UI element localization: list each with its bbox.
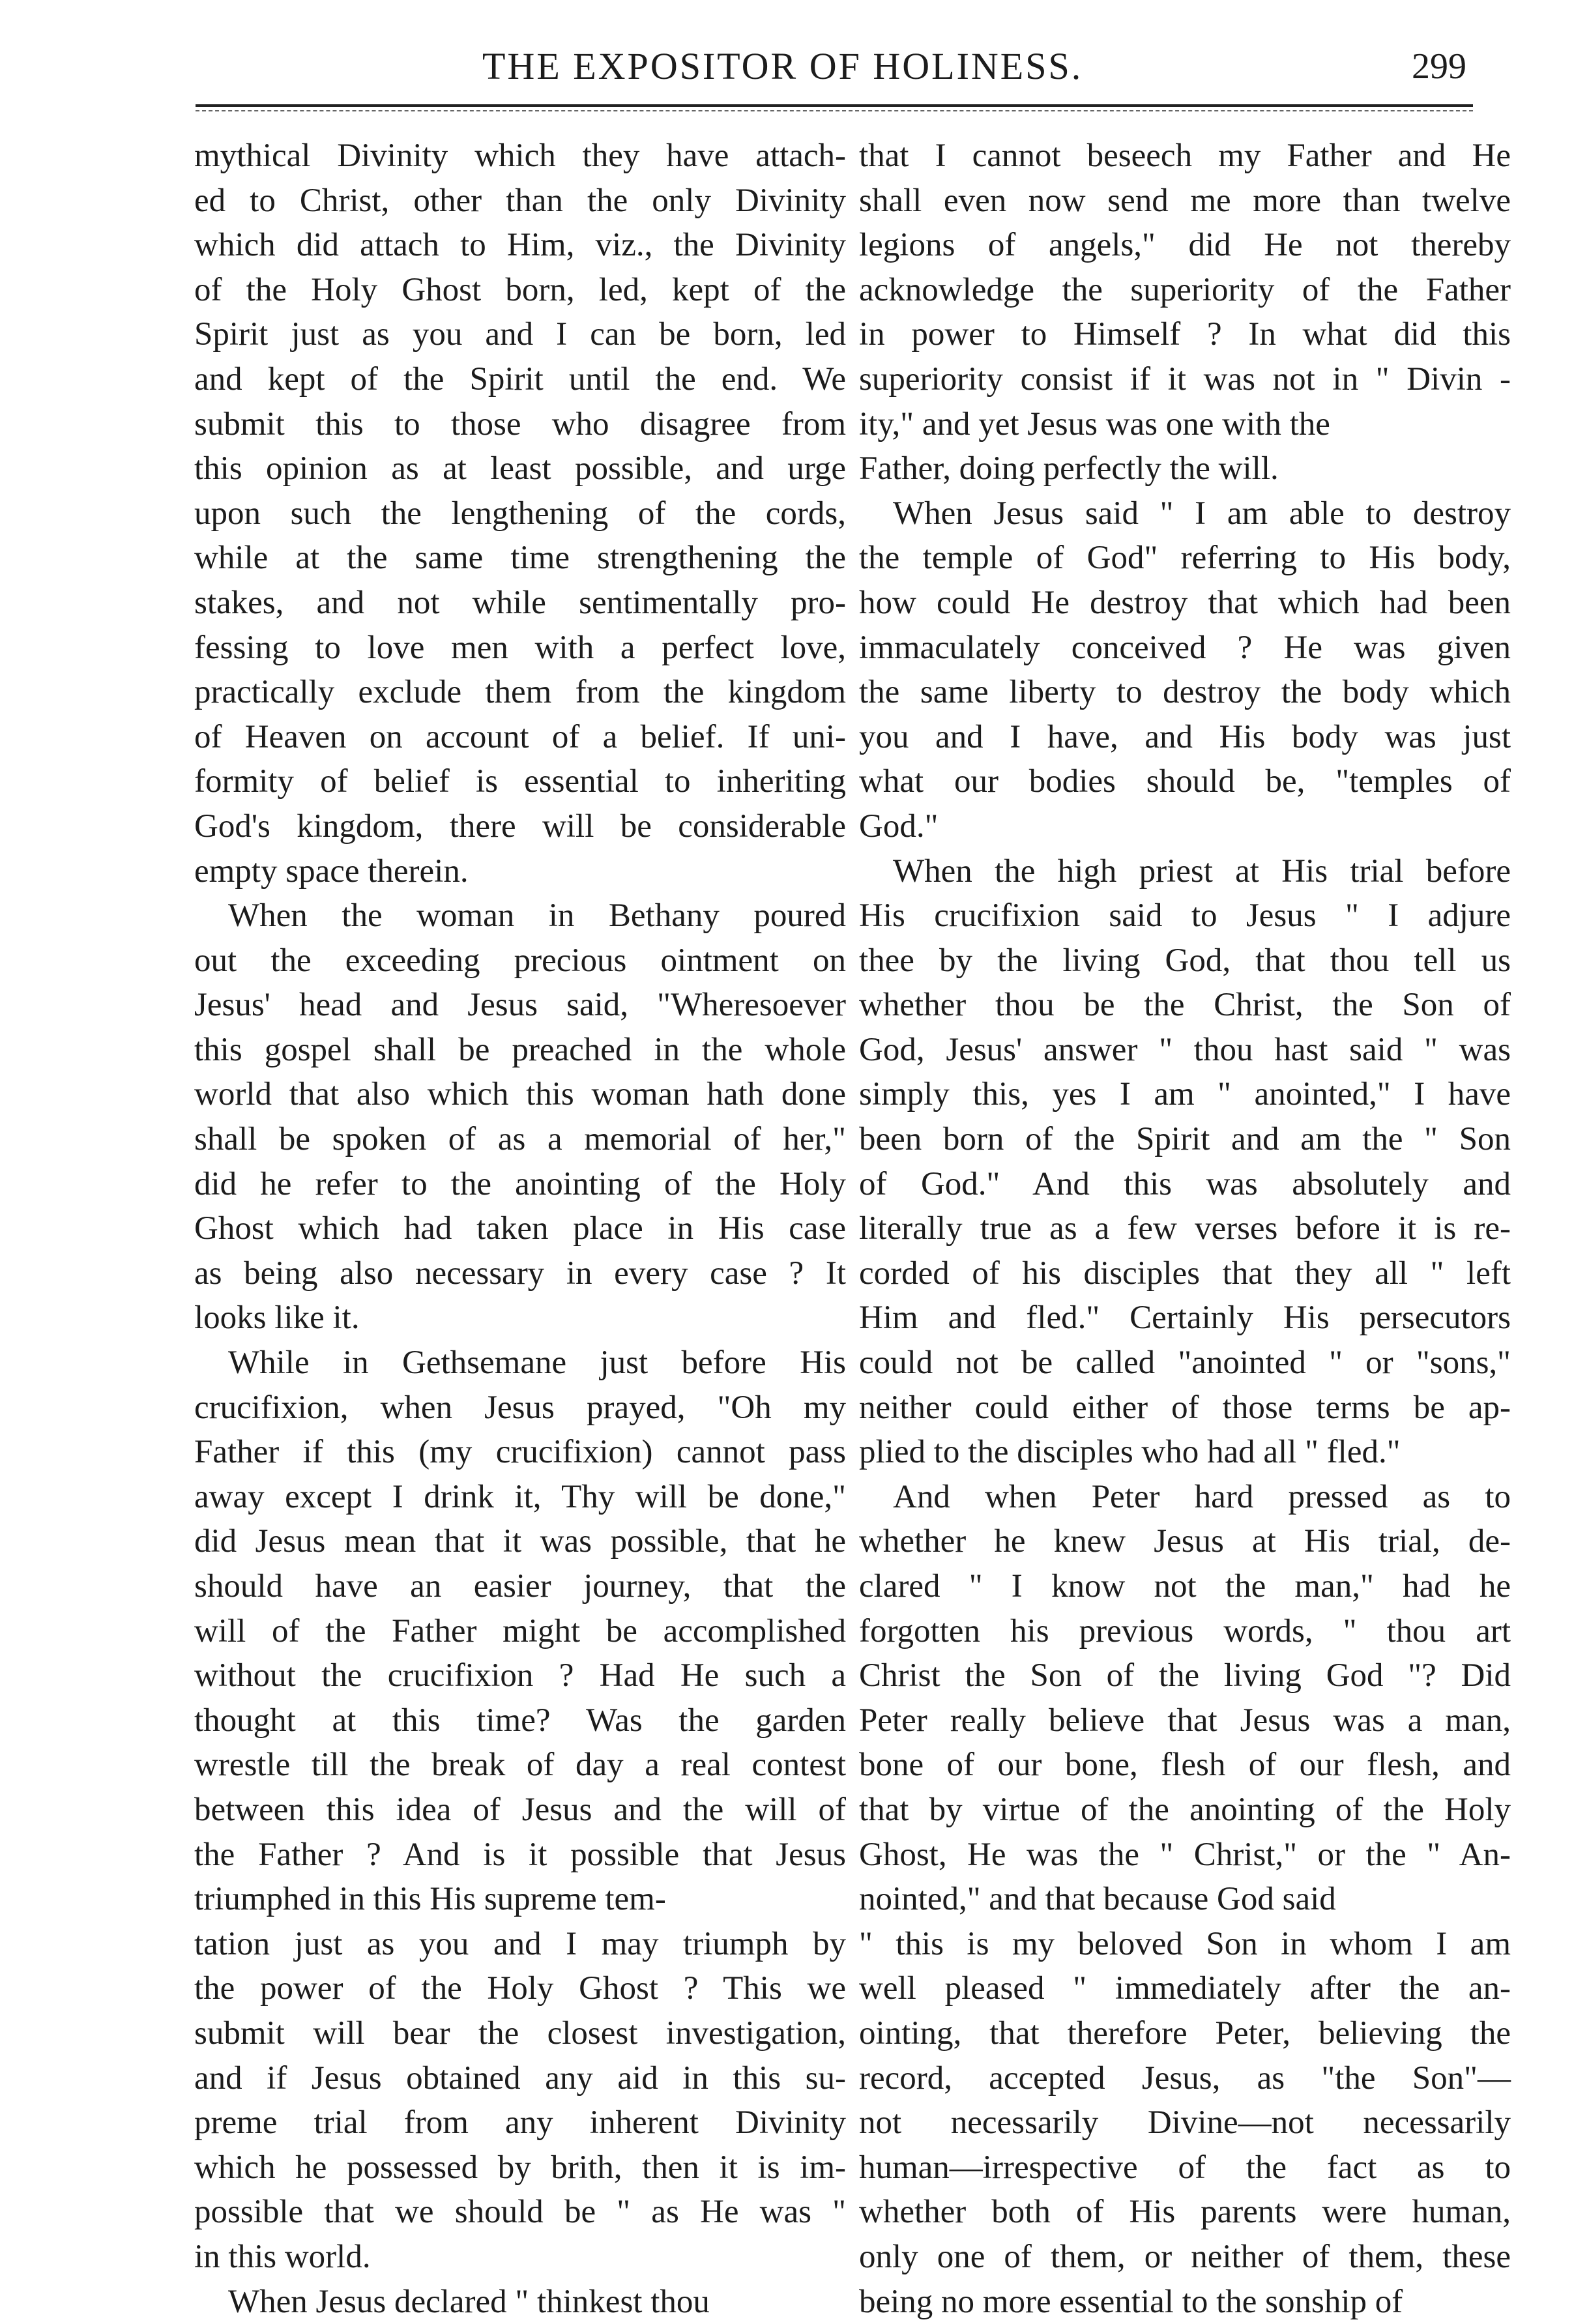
text-line: without the crucifixion ? Had He such a	[194, 1653, 846, 1698]
text-line: And when Peter hard pressed as to	[859, 1475, 1511, 1520]
text-line: immaculately conceived ? He was given	[859, 626, 1511, 671]
text-line: empty space therein.	[194, 849, 846, 894]
text-line: of God." And this was absolutely and	[859, 1162, 1511, 1207]
text-line: God, Jesus' answer " thou hast said " was	[859, 1028, 1511, 1073]
text-line: fessing to love men with a perfect love,	[194, 626, 846, 671]
text-line: plied to the disciples who had all " fled."	[859, 1430, 1511, 1475]
text-line: wrestle till the break of day a real contest	[194, 1743, 846, 1788]
text-line: bone of our bone, flesh of our flesh, and	[859, 1743, 1511, 1788]
text-line: shall be spoken of as a memorial of her,"	[194, 1117, 846, 1162]
header-rule	[196, 104, 1473, 111]
text-line: Father if this (my crucifixion) cannot pass	[194, 1430, 846, 1475]
text-line: that by virtue of the anointing of the Holy	[859, 1788, 1511, 1833]
text-line: away except I drink it, Thy will be done,"	[194, 1475, 846, 1520]
text-line: legions of angels," did He not thereby	[859, 223, 1511, 268]
text-line: possible that we should be " as He was "	[194, 2190, 846, 2235]
text-line: ed to Christ, other than the only Divinity	[194, 179, 846, 224]
text-line: the same liberty to destroy the body which	[859, 670, 1511, 715]
text-line: while at the same time strengthening the	[194, 536, 846, 581]
page-number: 299	[1412, 46, 1466, 87]
text-line: " this is my beloved Son in whom I am	[859, 1922, 1511, 1967]
text-line: clared " I know not the man," had he	[859, 1564, 1511, 1609]
text-line: simply this, yes I am " anointed," I have	[859, 1072, 1511, 1117]
text-line: Peter really believe that Jesus was a man,	[859, 1698, 1511, 1743]
text-line: of the Holy Ghost born, led, kept of the	[194, 268, 846, 313]
text-line: in power to Himself ? In what did this	[859, 312, 1511, 357]
text-line: Ghost which had taken place in His case	[194, 1206, 846, 1251]
text-line: God's kingdom, there will be considerable	[194, 804, 846, 849]
text-line: tation just as you and I may triumph by	[194, 1922, 846, 1967]
text-line: record, accepted Jesus, as "the Son"—	[859, 2056, 1511, 2101]
text-line: forgotten his previous words, " thou art	[859, 1609, 1511, 1654]
text-line: world that also which this woman hath done	[194, 1072, 846, 1117]
running-title: THE EXPOSITOR OF HOLINESS.	[482, 44, 1083, 88]
text-line: only one of them, or neither of them, these	[859, 2235, 1511, 2280]
text-line: looks like it.	[194, 1296, 846, 1341]
text-line: as being also necessary in every case ? It	[194, 1251, 846, 1296]
text-line: When the high priest at His trial before	[859, 849, 1511, 894]
text-line: thee by the living God, that thou tell us	[859, 938, 1511, 983]
text-line: whether he knew Jesus at His trial, de-	[859, 1519, 1511, 1564]
text-line: corded of his disciples that they all " left	[859, 1251, 1511, 1296]
text-line: what our bodies should be, "temples of	[859, 759, 1511, 804]
left-column	[194, 134, 846, 2324]
text-line: that I cannot beseech my Father and He	[859, 134, 1511, 179]
text-line: did Jesus mean that it was possible, that he	[194, 1519, 846, 1564]
text-line: and kept of the Spirit until the end. We	[194, 357, 846, 402]
text-line: triumphed in this His supreme tem-	[194, 1877, 846, 1922]
text-line: formity of belief is essential to inheriting	[194, 759, 846, 804]
text-line: could not be called "anointed " or "sons,"	[859, 1341, 1511, 1386]
text-line: submit this to those who disagree from	[194, 402, 846, 447]
text-line: When Jesus declared " thinkest thou	[194, 2280, 846, 2324]
text-line: did he refer to the anointing of the Holy	[194, 1162, 846, 1207]
text-line: While in Gethsemane just before His	[194, 1341, 846, 1386]
text-line: well pleased " immediately after the an-	[859, 1966, 1511, 2011]
text-line: preme trial from any inherent Divinity	[194, 2100, 846, 2145]
text-line: whether both of His parents were human,	[859, 2190, 1511, 2235]
text-line: ointing, that therefore Peter, believing the	[859, 2011, 1511, 2056]
text-line: Christ the Son of the living God "? Did	[859, 1653, 1511, 1698]
right-column	[859, 134, 1511, 2324]
text-line: literally true as a few verses before it is re-	[859, 1206, 1511, 1251]
text-line: Spirit just as you and I can be born, led	[194, 312, 846, 357]
text-line: His crucifixion said to Jesus " I adjure	[859, 893, 1511, 938]
text-line: Him and fled." Certainly His persecutors	[859, 1296, 1511, 1341]
text-line: which he possessed by brith, then it is im-	[194, 2145, 846, 2190]
text-line: should have an easier journey, that the	[194, 1564, 846, 1609]
text-line: Jesus' head and Jesus said, "Wheresoever	[194, 983, 846, 1028]
text-line: shall even now send me more than twelve	[859, 179, 1511, 224]
text-line: nointed," and that because God said	[859, 1877, 1511, 1922]
text-line: this opinion as at least possible, and urge	[194, 446, 846, 491]
text-line: whether thou be the Christ, the Son of	[859, 983, 1511, 1028]
text-line: Father, doing perfectly the will.	[859, 446, 1511, 491]
text-line: neither could either of those terms be ap-	[859, 1386, 1511, 1431]
text-line: you and I have, and His body was just	[859, 715, 1511, 760]
text-line: in this world.	[194, 2235, 846, 2280]
text-line: between this idea of Jesus and the will of	[194, 1788, 846, 1833]
text-line: the Father ? And is it possible that Jesus	[194, 1833, 846, 1878]
text-line: human—irrespective of the fact as to	[859, 2145, 1511, 2190]
text-line: When Jesus said " I am able to destroy	[859, 491, 1511, 536]
text-line: stakes, and not while sentimentally pro-	[194, 581, 846, 626]
text-line: not necessarily Divine—not necessarily	[859, 2100, 1511, 2145]
text-line: crucifixion, when Jesus prayed, "Oh my	[194, 1386, 846, 1431]
text-line: Ghost, He was the " Christ," or the " An-	[859, 1833, 1511, 1878]
text-line: upon such the lengthening of the cords,	[194, 491, 846, 536]
text-line: will of the Father might be accomplished	[194, 1609, 846, 1654]
text-line: When the woman in Bethany poured	[194, 893, 846, 938]
text-line: God."	[859, 804, 1511, 849]
text-line: thought at this time? Was the garden	[194, 1698, 846, 1743]
text-line: superiority consist if it was not in " Divin -	[859, 357, 1511, 402]
text-line: how could He destroy that which had been	[859, 581, 1511, 626]
text-line: ity," and yet Jesus was one with the	[859, 402, 1511, 447]
text-line: which did attach to Him, viz., the Divinity	[194, 223, 846, 268]
text-line: and if Jesus obtained any aid in this su-	[194, 2056, 846, 2101]
text-line: of Heaven on account of a belief. If uni-	[194, 715, 846, 760]
text-line: this gospel shall be preached in the whole	[194, 1028, 846, 1073]
text-line: the power of the Holy Ghost ? This we	[194, 1966, 846, 2011]
text-line: being no more essential to the sonship of	[859, 2280, 1511, 2324]
text-line: out the exceeding precious ointment on	[194, 938, 846, 983]
text-line: practically exclude them from the kingdom	[194, 670, 846, 715]
text-line: submit will bear the closest investigation,	[194, 2011, 846, 2056]
text-line: been born of the Spirit and am the " Son	[859, 1117, 1511, 1162]
text-line: the temple of God" referring to His body,	[859, 536, 1511, 581]
page-header	[196, 38, 1466, 103]
text-line: acknowledge the superiority of the Father	[859, 268, 1511, 313]
text-line: mythical Divinity which they have attach-	[194, 134, 846, 179]
